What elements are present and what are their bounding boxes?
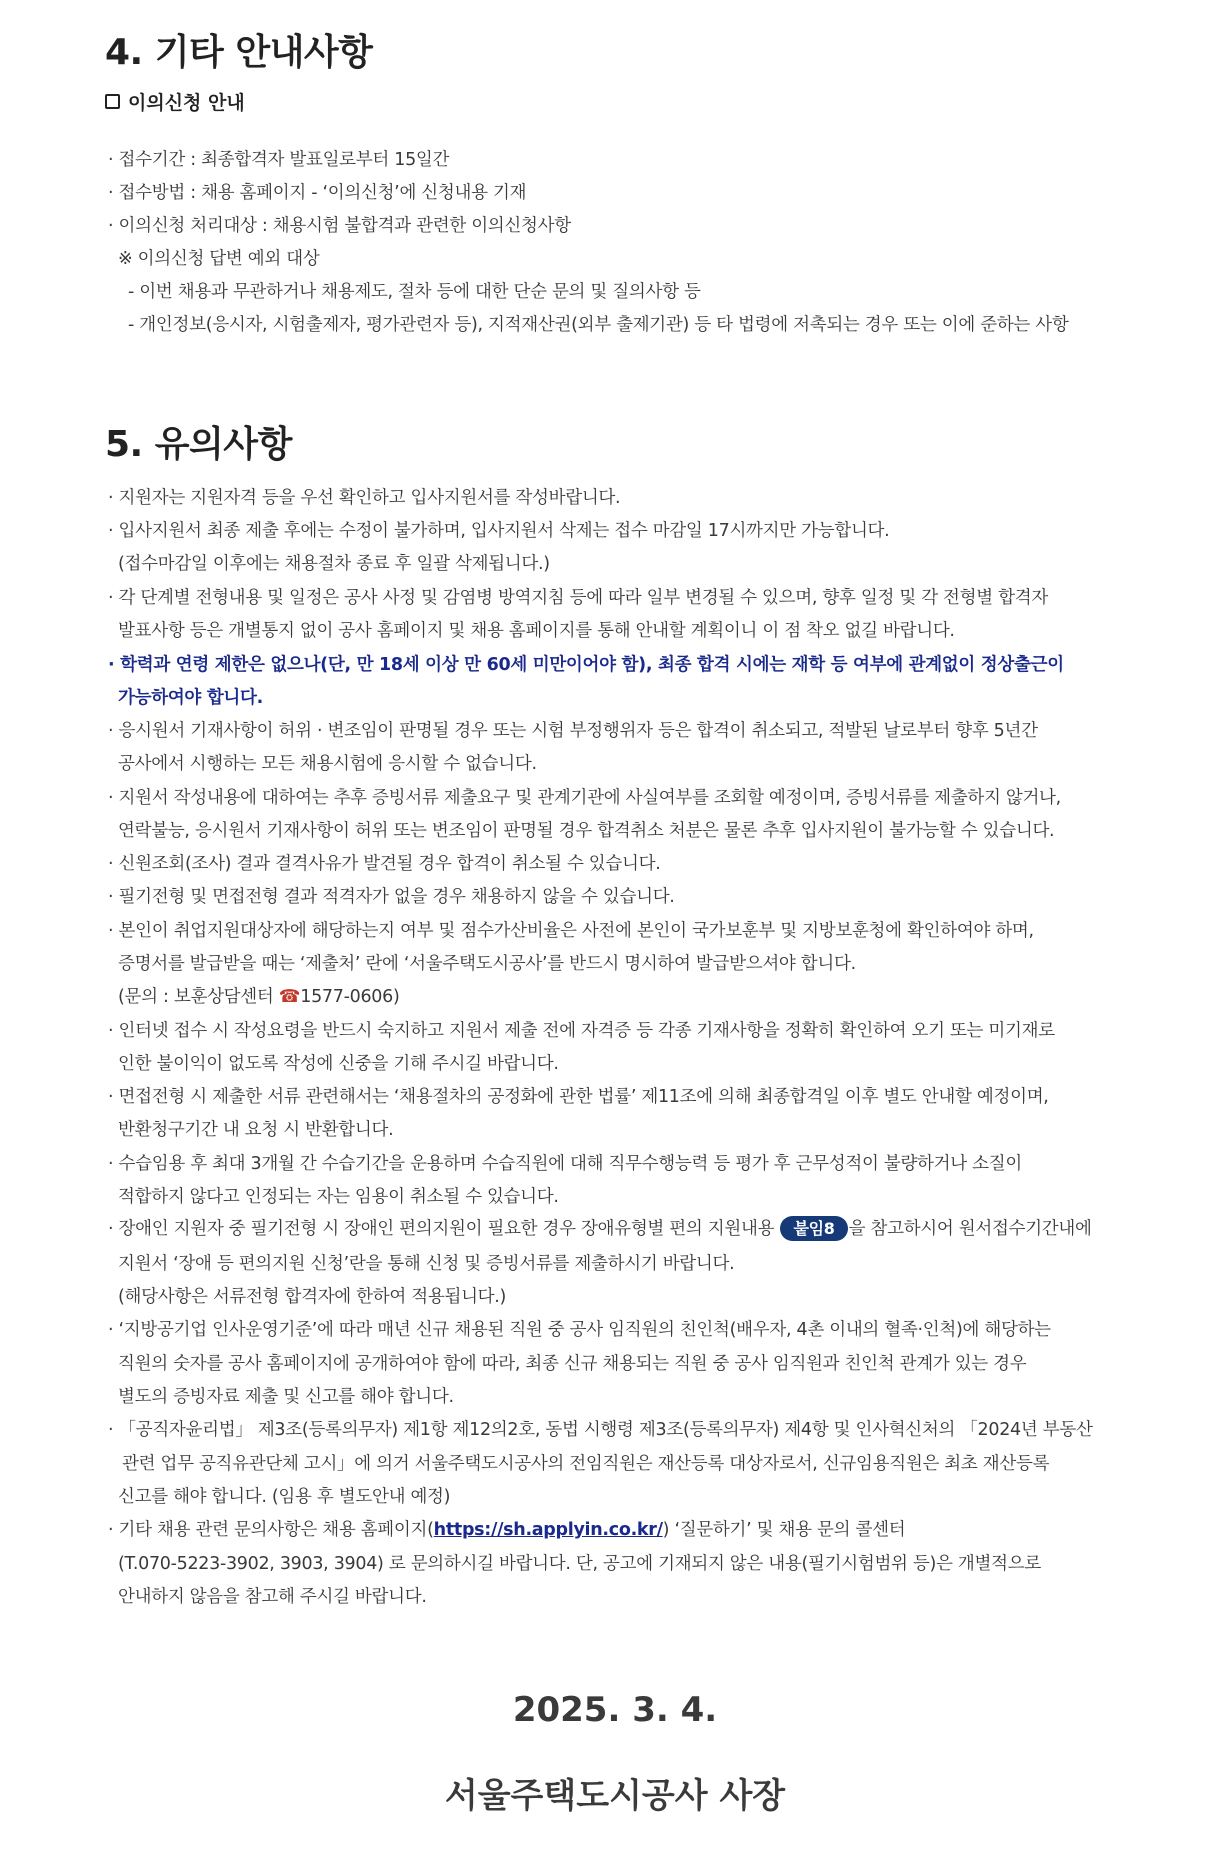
disabled-support-item	[108, 1215, 1092, 1241]
phone-inquiry	[118, 983, 399, 1008]
list-item-continued: 직원의 숫자를 공사 홈페이지에 공개하여야 함에 따라, 최종 신규 채용되는 직원 중 공사 임직원과 친인척 관계가 있는 경우	[118, 1354, 1027, 1374]
phone-number: 1577-0606)	[300, 987, 400, 1007]
list-item: · 면접전형 시 제출한 서류 관련해서는 ‘채용절차의 공정화에 관한 법률’ 제11조에 의해 최종합격일 이후 별도 안내할 예정이며,	[108, 1087, 1049, 1107]
signer-name: 서울주택도시공사 사장	[444, 1776, 786, 1816]
list-item: · 신원조회(조사) 결과 결격사유가 발견될 경우 합격이 취소될 수 있습니다.	[108, 854, 661, 874]
list-item-continued: 적합하지 않다고 인정되는 자는 임용이 취소될 수 있습니다.	[118, 1187, 559, 1207]
list-item: · 필기전형 및 면접전형 결과 적격자가 없을 경우 채용하지 않을 수 있습니다.	[108, 887, 675, 907]
list-item: · 지원자는 지원자격 등을 우선 확인하고 입사지원서를 작성바랍니다.	[108, 488, 621, 508]
list-item-continued: (해당사항은 서류전형 합격자에 한하여 적용됩니다.)	[118, 1287, 507, 1307]
contact-text-end: ) ‘질문하기’ 및 채용 문의 콜센터	[662, 1520, 906, 1540]
list-item-continued: 지원서 ‘장애 등 편의지원 신청’란을 통해 신청 및 증빙서류를 제출하시기 바랍니다.	[118, 1254, 735, 1274]
list-item-continued: 공사에서 시행하는 모든 채용시험에 응시할 수 없습니다.	[118, 754, 537, 774]
announcement-date: 2025. 3. 4.	[512, 1690, 718, 1730]
list-item-continued: 별도의 증빙자료 제출 및 신고를 해야 합니다.	[118, 1387, 454, 1407]
list-item: · 각 단계별 전형내용 및 일정은 공사 사정 및 감염병 방역지침 등에 따라 일부 변경될 수 있으며, 향후 일정 및 각 전형별 합격자	[108, 588, 1048, 608]
telephone-icon: ☎	[278, 987, 301, 1007]
disabled-support-text-end: 을 참고하시어 원서접수기간내에	[848, 1219, 1092, 1239]
sub-item: - 개인정보(응시자, 시험출제자, 평가관련자 등), 지적재산권(외부 출제기관) 등 타 법령에 저촉되는 경우 또는 이에 준하는 사항	[128, 315, 1069, 335]
list-item: · 「공직자윤리법」 제3조(등록의무자) 제1항 제12의2호, 동법 시행령 제3조(등록의무자) 제4항 및 인사혁신처의 「2024년 부동산	[108, 1420, 1093, 1440]
list-item: · 응시원서 기재사항이 허위 · 변조임이 판명될 경우 또는 시험 부정행위자 등은 합격이 취소되고, 적발된 날로부터 향후 5년간	[108, 721, 1038, 741]
highlight-item-continued: 가능하여야 합니다.	[118, 688, 263, 708]
section-4-title: 4. 기타 안내사항	[105, 32, 373, 73]
list-item-continued: (T.070-5223-3902, 3903, 3904) 로 문의하시길 바랍니다. 단, 공고에 기재되지 않은 내용(필기시험범위 등)은 개별적으로	[118, 1554, 1041, 1574]
list-item: · 인터넷 접수 시 작성요령을 반드시 숙지하고 지원서 제출 전에 자격증 등 각종 기재사항을 정확히 확인하여 오기 또는 미기재로	[108, 1021, 1055, 1041]
list-item-continued: 발표사항 등은 개별통지 없이 공사 홈페이지 및 채용 홈페이지를 통해 안내할 계획이니 이 점 착오 없길 바랍니다.	[118, 621, 955, 641]
list-item: · 수습임용 후 최대 3개월 간 수습기간을 운용하며 수습직원에 대해 직무수행능력 등 평가 후 근무성적이 불량하거나 소질이	[108, 1154, 1022, 1174]
list-item: · 이의신청 처리대상 : 채용시험 불합격과 관련한 이의신청사항	[108, 216, 571, 236]
contact-item	[108, 1516, 905, 1541]
checkbox-square-icon	[105, 94, 120, 109]
list-item-continued: 안내하지 않음을 참고해 주시길 바랍니다.	[118, 1587, 427, 1607]
phone-inquiry-label: (문의 : 보훈상담센터	[118, 987, 279, 1007]
list-item: · 접수기간 : 최종합격자 발표일로부터 15일간	[108, 150, 450, 170]
list-item: · 본인이 취업지원대상자에 해당하는지 여부 및 점수가산비율은 사전에 본인이 국가보훈부 및 지방보훈청에 확인하여야 하며,	[108, 921, 1034, 941]
objection-subtitle	[105, 88, 245, 115]
note-item: ※ 이의신청 답변 예외 대상	[118, 249, 320, 269]
section-5-title: 5. 유의사항	[105, 424, 292, 465]
list-item-continued: 증명서를 발급받을 때는 ‘제출처’ 란에 ‘서울주택도시공사’를 반드시 명시하여 발급받으셔야 합니다.	[118, 954, 856, 974]
list-item: · 접수방법 : 채용 홈페이지 - ‘이의신청’에 신청내용 기재	[108, 183, 527, 203]
list-item-continued: 인한 불이익이 없도록 작성에 신중을 기해 주시길 바랍니다.	[118, 1054, 559, 1074]
highlight-item: · 학력과 연령 제한은 없으나(단, 만 18세 이상 만 60세 미만이어야 함), 최종 합격 시에는 재학 등 여부에 관계없이 정상출근이	[108, 655, 1064, 675]
sub-item: - 이번 채용과 무관하거나 채용제도, 절차 등에 대한 단순 문의 및 질의사항 등	[128, 282, 701, 302]
recruit-homepage-link[interactable]: https://sh.applyin.co.kr/	[433, 1520, 663, 1540]
contact-text: · 기타 채용 관련 문의사항은 채용 홈페이지(	[108, 1520, 434, 1540]
list-item: · ‘지방공기업 인사운영기준’에 따라 매년 신규 채용된 직원 중 공사 임직원의 친인척(배우자, 4촌 이내의 혈족·인척)에 해당하는	[108, 1320, 1051, 1340]
list-item: · 입사지원서 최종 제출 후에는 수정이 불가하며, 입사지원서 삭제는 접수 마감일 17시까지만 가능합니다.	[108, 521, 890, 541]
list-item-continued: 연락불능, 응시원서 기재사항이 허위 또는 변조임이 판명될 경우 합격취소 처분은 물론 추후 입사지원이 불가능할 수 있습니다.	[118, 821, 1055, 841]
objection-subtitle-text: 이의신청 안내	[128, 92, 245, 114]
list-item-continued: 관련 업무 공직유관단체 고시」에 의거 서울주택도시공사의 전임직원은 재산등록 대상자로서, 신규임용직원은 최초 재산등록	[122, 1454, 1050, 1474]
list-item-continued: 반환청구기간 내 요청 시 반환합니다.	[118, 1120, 394, 1140]
list-item-continued: 신고를 해야 합니다. (임용 후 별도안내 예정)	[118, 1487, 451, 1507]
attachment-badge: 붙임8	[780, 1216, 847, 1241]
list-item: · 지원서 작성내용에 대하여는 추후 증빙서류 제출요구 및 관계기관에 사실여부를 조회할 예정이며, 증빙서류를 제출하지 않거나,	[108, 788, 1061, 808]
disabled-support-text: · 장애인 지원자 중 필기전형 시 장애인 편의지원이 필요한 경우 장애유형별 편의 지원내용	[108, 1219, 780, 1239]
list-item-continued: (접수마감일 이후에는 채용절차 종료 후 일괄 삭제됩니다.)	[118, 554, 550, 574]
